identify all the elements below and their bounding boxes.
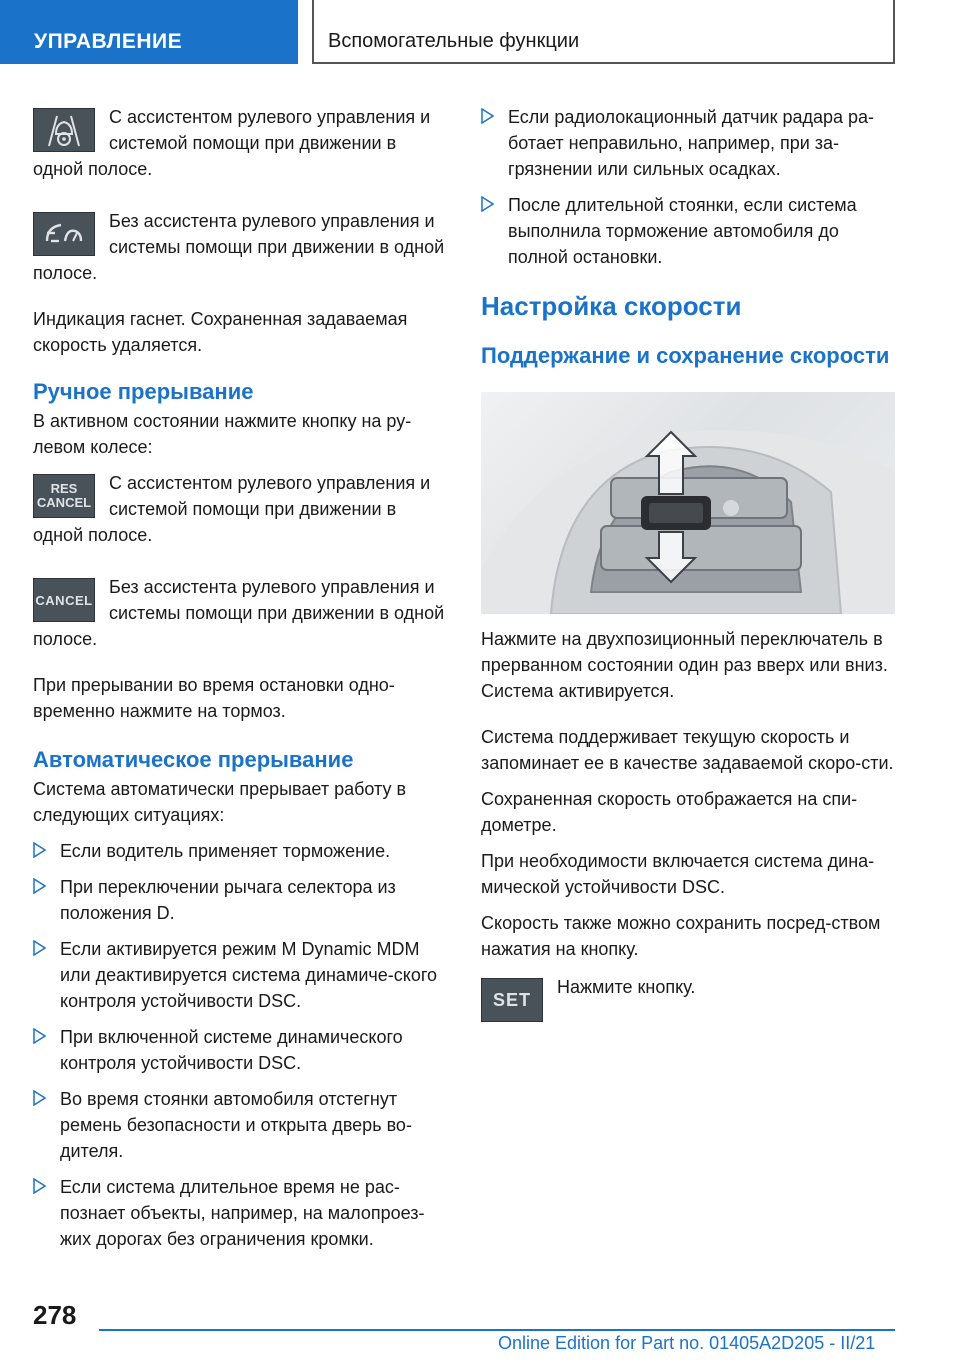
list-item [33, 874, 451, 926]
paragraph: С ассистентом рулевого управления и системой помощи при движении в одной полосе. [33, 473, 431, 545]
paragraph: Система автоматически прерывает работу в следующих ситуациях: [33, 779, 407, 825]
list-item-text: Если радиолокационный датчик радара ра-ботает неправильно, например, при за-грязнении или сильных осадках. [508, 107, 875, 179]
heading-speed-setting: Настройка скорости [481, 291, 742, 321]
heading-maintain-save-speed: Поддержание и сохранение скорости [481, 343, 890, 368]
chapter-title: Вспомогательные функции [312, 0, 895, 64]
steering-wheel-illustration [481, 392, 895, 614]
steering-lane-assist-icon [33, 108, 95, 152]
interruption-list-continued [481, 104, 895, 270]
section-tab: УПРАВЛЕНИЕ [0, 0, 298, 64]
icon-paragraph [33, 104, 451, 182]
list-item-text: При переключении рычага селектора из положения D. [60, 877, 396, 923]
triangle-bullet-icon [33, 1028, 47, 1044]
paragraph: Сохраненная скорость отображается на спи-дометре. [481, 789, 858, 835]
paragraph: Индикация гаснет. Сохраненная задаваемая скорость удаляется. [33, 309, 408, 355]
triangle-bullet-icon [481, 196, 495, 212]
heading-manual-interruption: Ручное прерывание [33, 379, 254, 404]
paragraph: Система поддерживает текущую скорость и запоминает ее в качестве задаваемой скоро-сти. [481, 727, 894, 773]
icon-label: CANCEL [36, 495, 92, 510]
list-item-text: При включенной системе динамического контроля устойчивости DSC. [60, 1027, 403, 1073]
speed-control-icon [33, 212, 95, 256]
triangle-bullet-icon [33, 842, 47, 858]
icon-paragraph [481, 974, 895, 1026]
icon-paragraph [33, 574, 451, 652]
res-cancel-button-icon [33, 474, 95, 518]
triangle-bullet-icon [33, 878, 47, 894]
list-item [33, 1174, 451, 1252]
list-item [33, 936, 451, 1014]
list-item [481, 192, 895, 270]
list-item [33, 1024, 451, 1076]
list-item [33, 1086, 451, 1164]
paragraph: Без ассистента рулевого управления и системы помощи при движении в одной полосе. [33, 577, 445, 649]
paragraph: Скорость также можно сохранить посред-ством нажатия на кнопку. [481, 913, 881, 959]
icon-paragraph [33, 470, 451, 548]
cancel-button-icon: CANCEL [33, 578, 95, 622]
heading-automatic-interruption: Автоматическое прерывание [33, 747, 354, 772]
list-item-text: Если активируется режим M Dynamic MDM или деактивируется система динамиче-ского контроля устойчивости DSC. [60, 939, 438, 1011]
triangle-bullet-icon [33, 940, 47, 956]
list-item [33, 838, 451, 864]
interruption-list [33, 838, 451, 1252]
triangle-bullet-icon [33, 1178, 47, 1194]
paragraph: Нажмите кнопку. [557, 977, 696, 997]
steering-wheel-switch-photo [481, 392, 895, 614]
paragraph: С ассистентом рулевого управления и системой помощи при движении в одной полосе. [33, 107, 431, 179]
list-item-text: Во время стоянки автомобиля отстегнут ремень безопасности и открыта дверь во-дителя. [60, 1089, 412, 1161]
paragraph: В активном состоянии нажмите кнопку на ру-левом колесе: [33, 411, 412, 457]
list-item-text: После длительной стоянки, если система выполнила торможение автомобиля до полной остановки. [508, 195, 857, 267]
footer-divider [99, 1329, 895, 1331]
triangle-bullet-icon [481, 108, 495, 124]
page-number: 278 [33, 1300, 77, 1330]
paragraph: При прерывании во время остановки одно-временно нажмите на тормоз. [33, 675, 395, 721]
list-item [481, 104, 895, 182]
paragraph: При необходимости включается система дина-мической устойчивости DSC. [481, 851, 875, 897]
edition-note: Online Edition for Part no. 01405A2D205 - II/21 [498, 1333, 876, 1353]
paragraph: Нажмите на двухпозиционный переключатель в прерванном состоянии один раз вверх или вниз. Система активируется. [481, 629, 888, 701]
left-column [33, 104, 451, 1252]
list-item-text: Если водитель применяет торможение. [60, 841, 391, 861]
paragraph: Без ассистента рулевого управления и системы помощи при движении в одной полосе. [33, 211, 445, 283]
list-item-text: Если система длительное время не рас-познает объекты, например, на малопроез-жих дорогах без ограничения кромки. [60, 1177, 425, 1249]
icon-label: RES [50, 481, 78, 496]
right-column [481, 104, 895, 1026]
triangle-bullet-icon [33, 1090, 47, 1106]
icon-paragraph [33, 208, 451, 286]
set-button-icon: SET [481, 978, 543, 1022]
